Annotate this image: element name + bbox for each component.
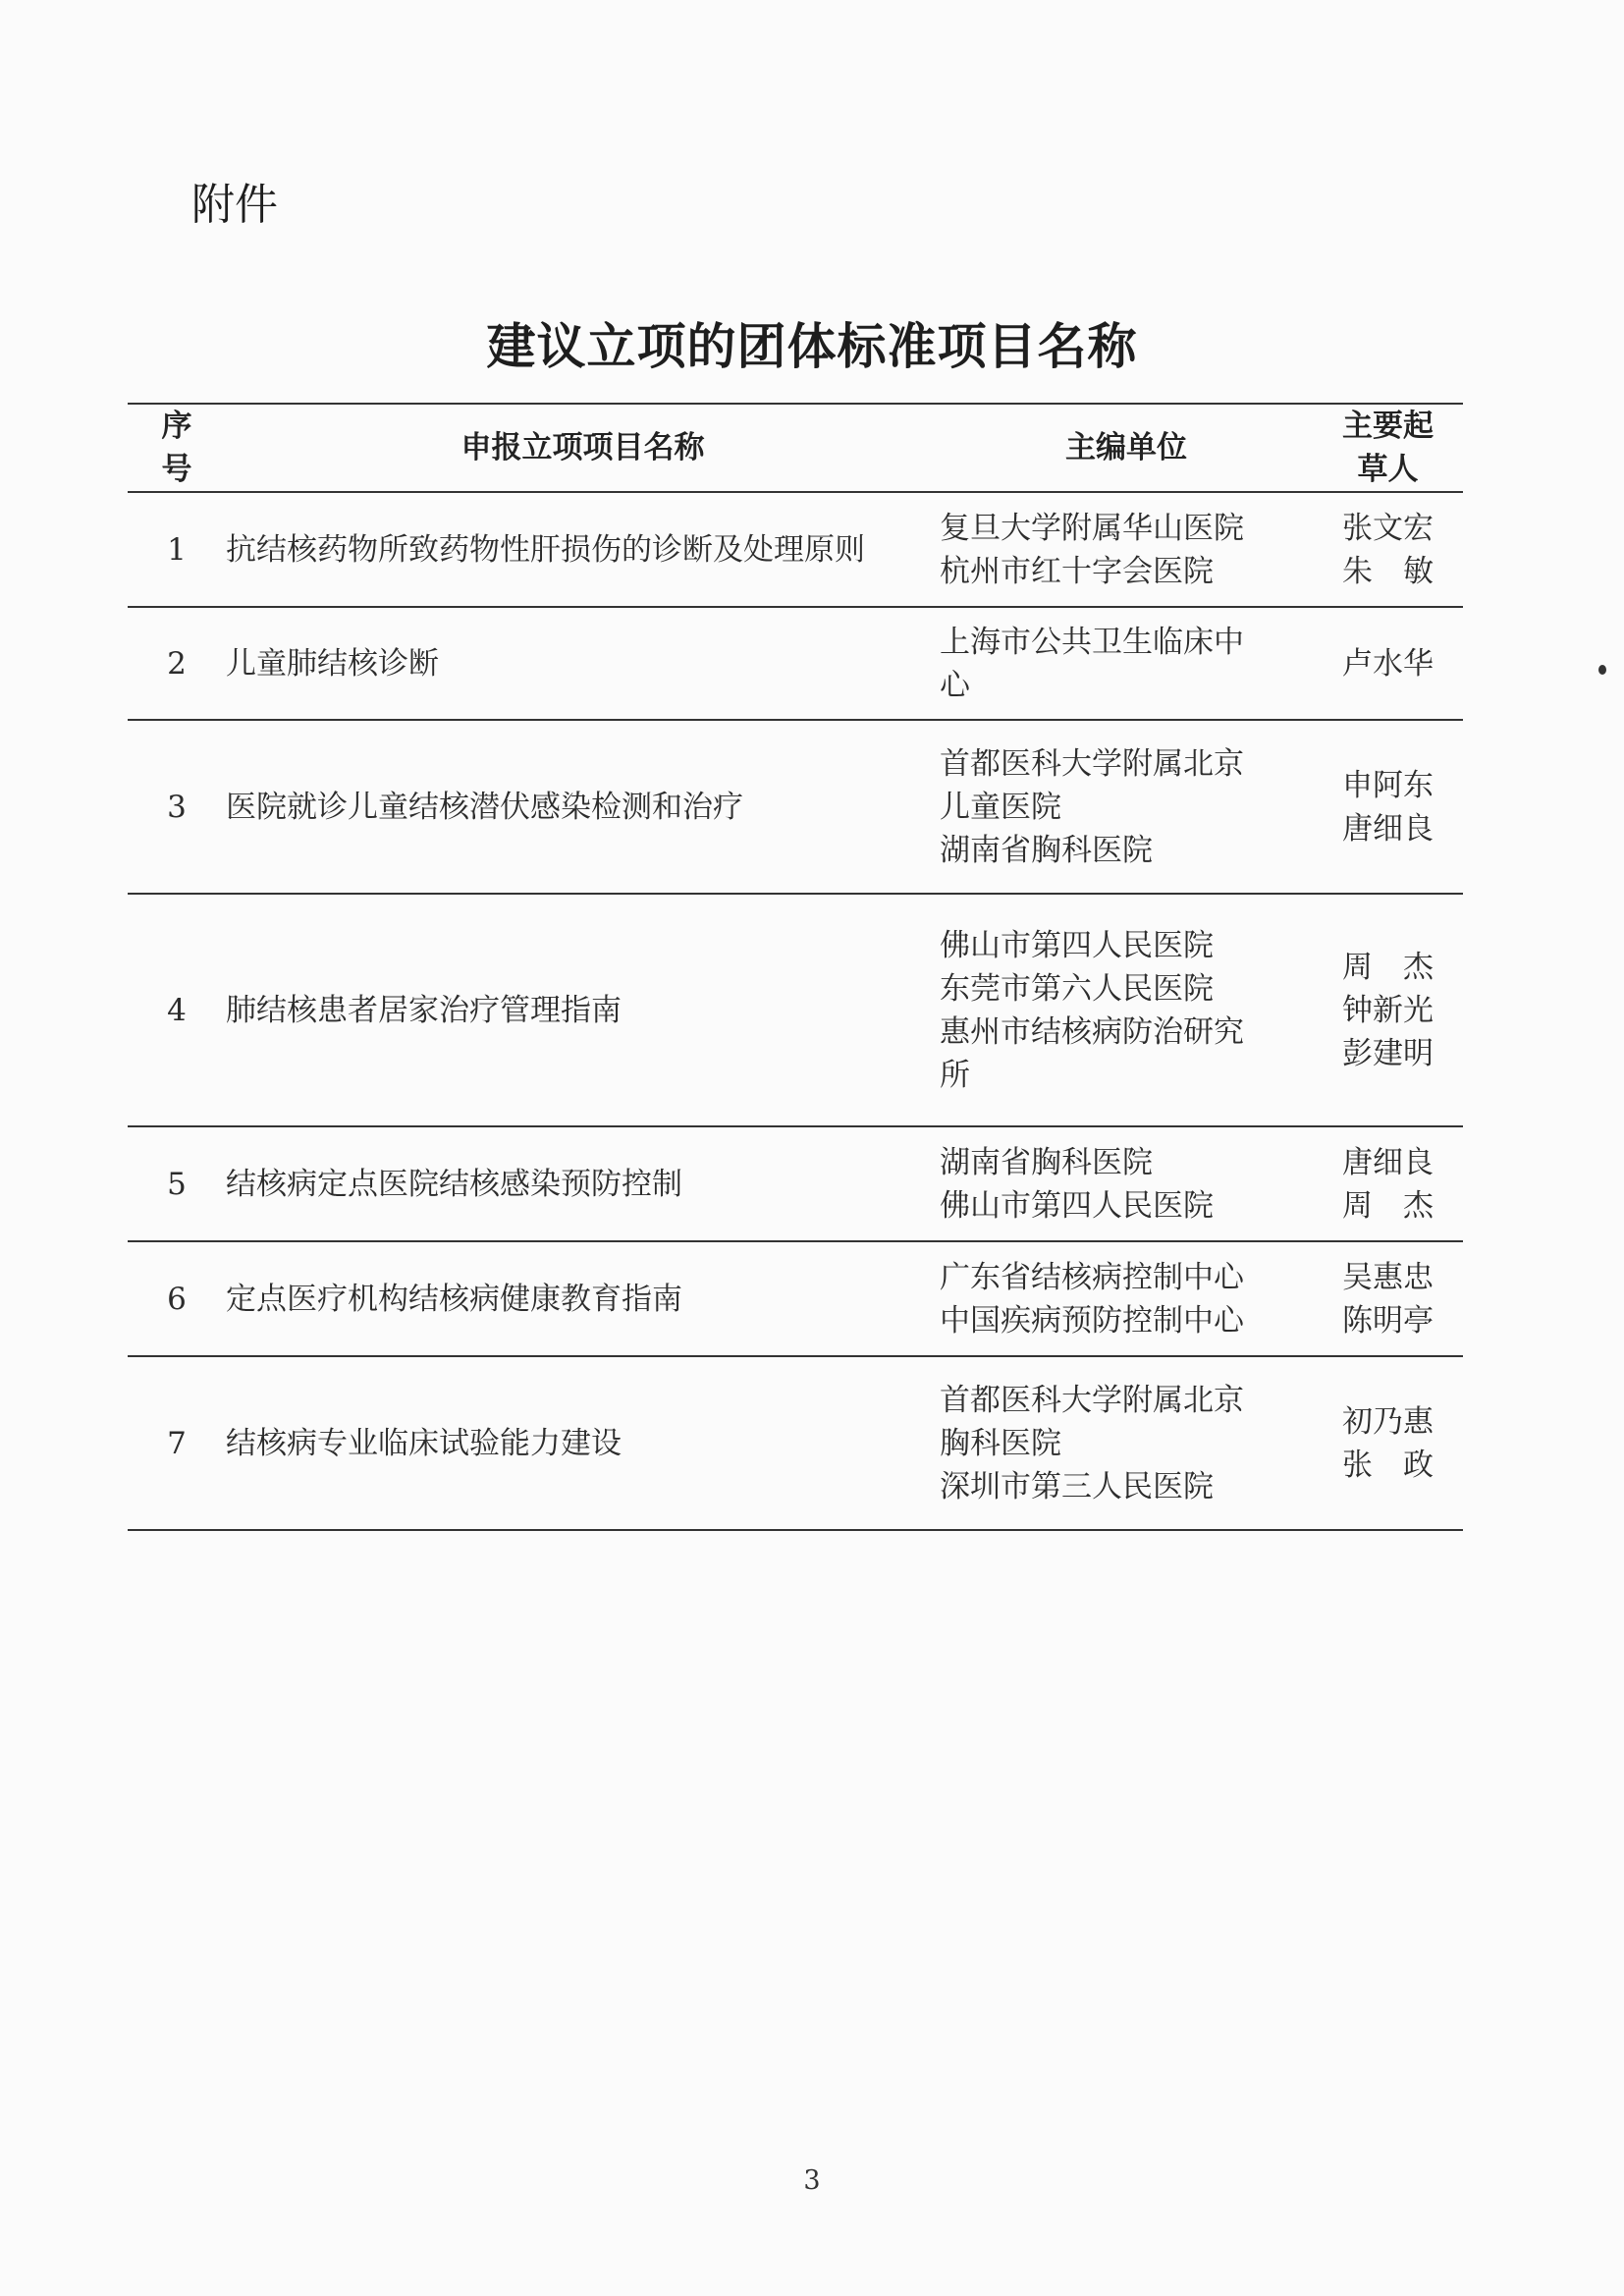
row-index: 6 (128, 1241, 226, 1356)
row-project-name: 儿童肺结核诊断 (226, 607, 940, 720)
table-row (128, 1241, 1463, 1356)
row-index: 5 (128, 1126, 226, 1241)
row-editor-unit: 首都医科大学附属北京 儿童医院 湖南省胸科医院 (940, 720, 1313, 894)
table-row (128, 720, 1463, 894)
table-row (128, 492, 1463, 607)
project-table (128, 403, 1463, 1531)
header-author: 主要起 草人 (1313, 404, 1463, 492)
row-drafters: 周 杰 钟新光 彭建明 (1313, 894, 1463, 1126)
row-editor-unit: 佛山市第四人民医院 东莞市第六人民医院 惠州市结核病防治研究 所 (940, 894, 1313, 1126)
page-number: 3 (803, 2165, 821, 2196)
row-project-name: 结核病定点医院结核感染预防控制 (226, 1126, 940, 1241)
row-drafters: 卢水华 (1313, 607, 1463, 720)
table-row (128, 1356, 1463, 1530)
table-row (128, 1126, 1463, 1241)
row-project-name: 医院就诊儿童结核潜伏感染检测和治疗 (226, 720, 940, 894)
row-drafters: 张文宏 朱 敏 (1313, 492, 1463, 607)
scan-speck (1598, 665, 1606, 675)
attachment-label: 附件 (191, 180, 278, 230)
header-index: 序 号 (128, 404, 226, 492)
header-project: 申报立项项目名称 (226, 404, 940, 492)
row-editor-unit: 首都医科大学附属北京 胸科医院 深圳市第三人民医院 (940, 1356, 1313, 1530)
document-title: 建议立项的团体标准项目名称 (486, 318, 1138, 375)
row-index: 3 (128, 720, 226, 894)
table-row (128, 894, 1463, 1126)
row-editor-unit: 复旦大学附属华山医院 杭州市红十字会医院 (940, 492, 1313, 607)
table-header-row (128, 404, 1463, 492)
row-project-name: 定点医疗机构结核病健康教育指南 (226, 1241, 940, 1356)
row-editor-unit: 湖南省胸科医院 佛山市第四人民医院 (940, 1126, 1313, 1241)
row-drafters: 初乃惠 张 政 (1313, 1356, 1463, 1530)
row-project-name: 肺结核患者居家治疗管理指南 (226, 894, 940, 1126)
row-drafters: 唐细良 周 杰 (1313, 1126, 1463, 1241)
row-editor-unit: 广东省结核病控制中心 中国疾病预防控制中心 (940, 1241, 1313, 1356)
row-index: 2 (128, 607, 226, 720)
row-project-name: 结核病专业临床试验能力建设 (226, 1356, 940, 1530)
row-index: 4 (128, 894, 226, 1126)
row-drafters: 申阿东 唐细良 (1313, 720, 1463, 894)
row-project-name: 抗结核药物所致药物性肝损伤的诊断及处理原则 (226, 492, 940, 607)
row-index: 7 (128, 1356, 226, 1530)
row-drafters: 吴惠忠 陈明亭 (1313, 1241, 1463, 1356)
table-row (128, 607, 1463, 720)
row-index: 1 (128, 492, 226, 607)
header-unit: 主编单位 (940, 404, 1313, 492)
row-editor-unit: 上海市公共卫生临床中 心 (940, 607, 1313, 720)
